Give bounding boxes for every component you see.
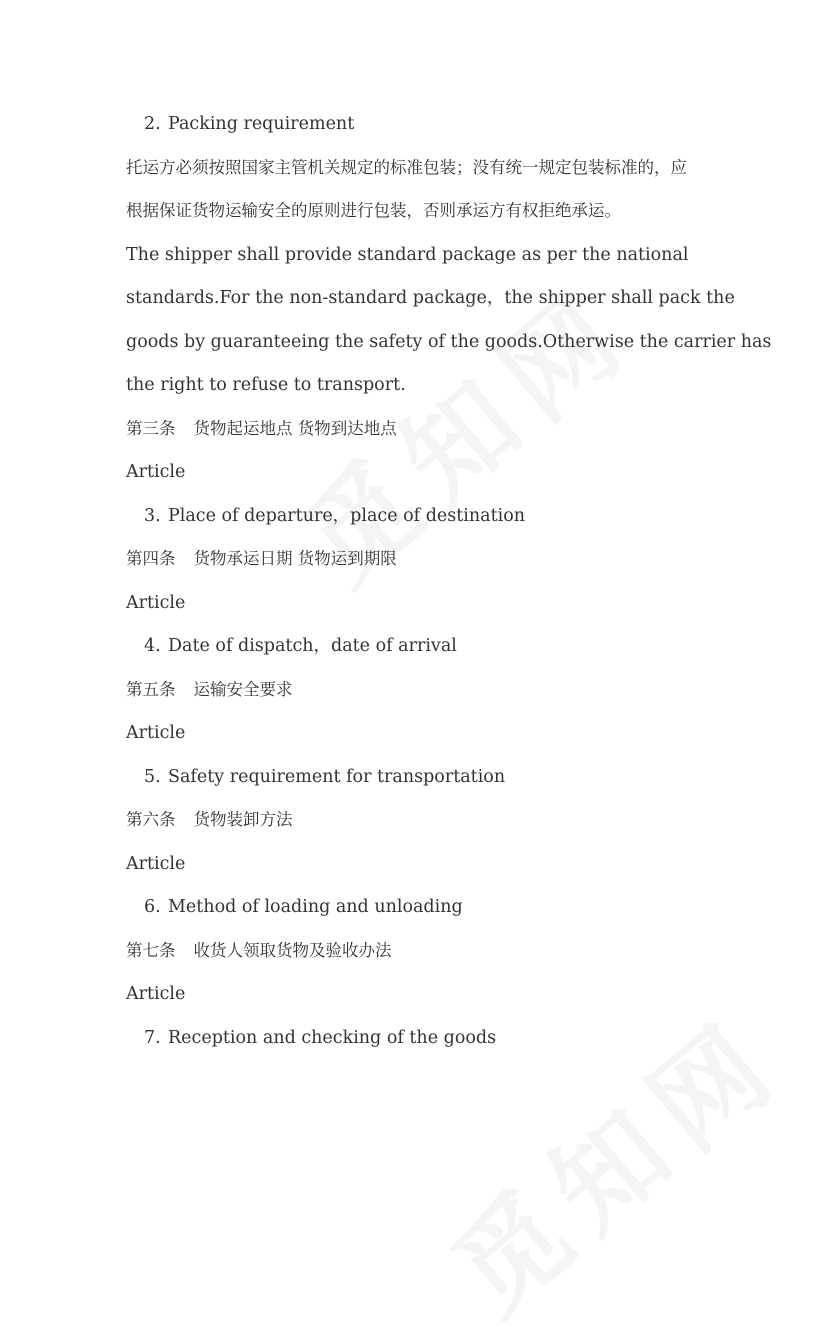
en-article-title: Safety requirement for transportation <box>168 766 506 787</box>
article-word: Article <box>126 853 186 874</box>
en-article-heading <box>126 761 716 805</box>
en-article-title: Method of loading and unloading <box>168 897 463 917</box>
section-number: 2. <box>144 114 161 134</box>
document-body <box>126 108 772 1065</box>
article-word: Article <box>126 462 186 482</box>
cn-paragraph-line: 根据保证货物运输安全的原则进行包装，否则承运方有权拒绝承运。 <box>126 201 621 220</box>
section-title: Packing requirement <box>168 114 355 134</box>
cn-article-label: 第三条 <box>126 418 176 438</box>
cn-article-heading <box>126 543 716 587</box>
en-article-heading <box>126 1022 716 1066</box>
article-number: 3. <box>144 505 161 526</box>
cn-article-heading <box>126 804 716 848</box>
en-paragraph-line: standards.For the non-standard package，the shipper shall pack the <box>126 288 735 308</box>
cn-article-heading <box>126 935 716 979</box>
en-paragraph-line: The shipper shall provide standard package as per the national <box>126 244 689 265</box>
en-article-title: Reception and checking of the goods <box>168 1027 497 1048</box>
cn-article-title: 收货人领取货物及验收办法 <box>193 940 392 960</box>
cn-article-title: 货物起运地点 货物到达地点 <box>193 418 397 438</box>
en-paragraph-line: goods by guaranteeing the safety of the goods.Otherwise the carrier has <box>126 331 772 352</box>
en-article-heading <box>126 500 716 544</box>
en-article-heading <box>126 630 716 674</box>
en-article-heading <box>126 891 716 935</box>
article-number: 5. <box>144 766 161 787</box>
cn-paragraph-line: 托运方必须按照国家主管机关规定的标准包装；没有统一规定包装标准的，应 <box>126 157 687 177</box>
cn-article-title: 运输安全要求 <box>193 679 293 699</box>
en-article-title: Date of dispatch，date of arrival <box>168 636 457 656</box>
cn-article-title: 货物装卸方法 <box>193 810 293 829</box>
cn-article-label: 第六条 <box>126 810 176 829</box>
cn-article-title: 货物承运日期 货物运到期限 <box>193 549 397 568</box>
en-paragraph-line: the right to refuse to transport. <box>126 375 406 395</box>
cn-article-heading <box>126 413 716 457</box>
en-article-title: Place of departure，place of destination <box>168 505 526 526</box>
cn-article-label: 第五条 <box>126 679 176 699</box>
article-number: 7. <box>144 1027 161 1048</box>
cn-article-label: 第七条 <box>126 940 176 960</box>
article-word: Article <box>126 723 186 743</box>
article-number: 6. <box>144 897 161 917</box>
article-word: Article <box>126 984 186 1004</box>
cn-article-label: 第四条 <box>126 549 176 568</box>
article-number: 4. <box>144 636 161 656</box>
article-word: Article <box>126 592 186 613</box>
section-heading-packing <box>126 108 716 152</box>
cn-article-heading <box>126 674 716 718</box>
